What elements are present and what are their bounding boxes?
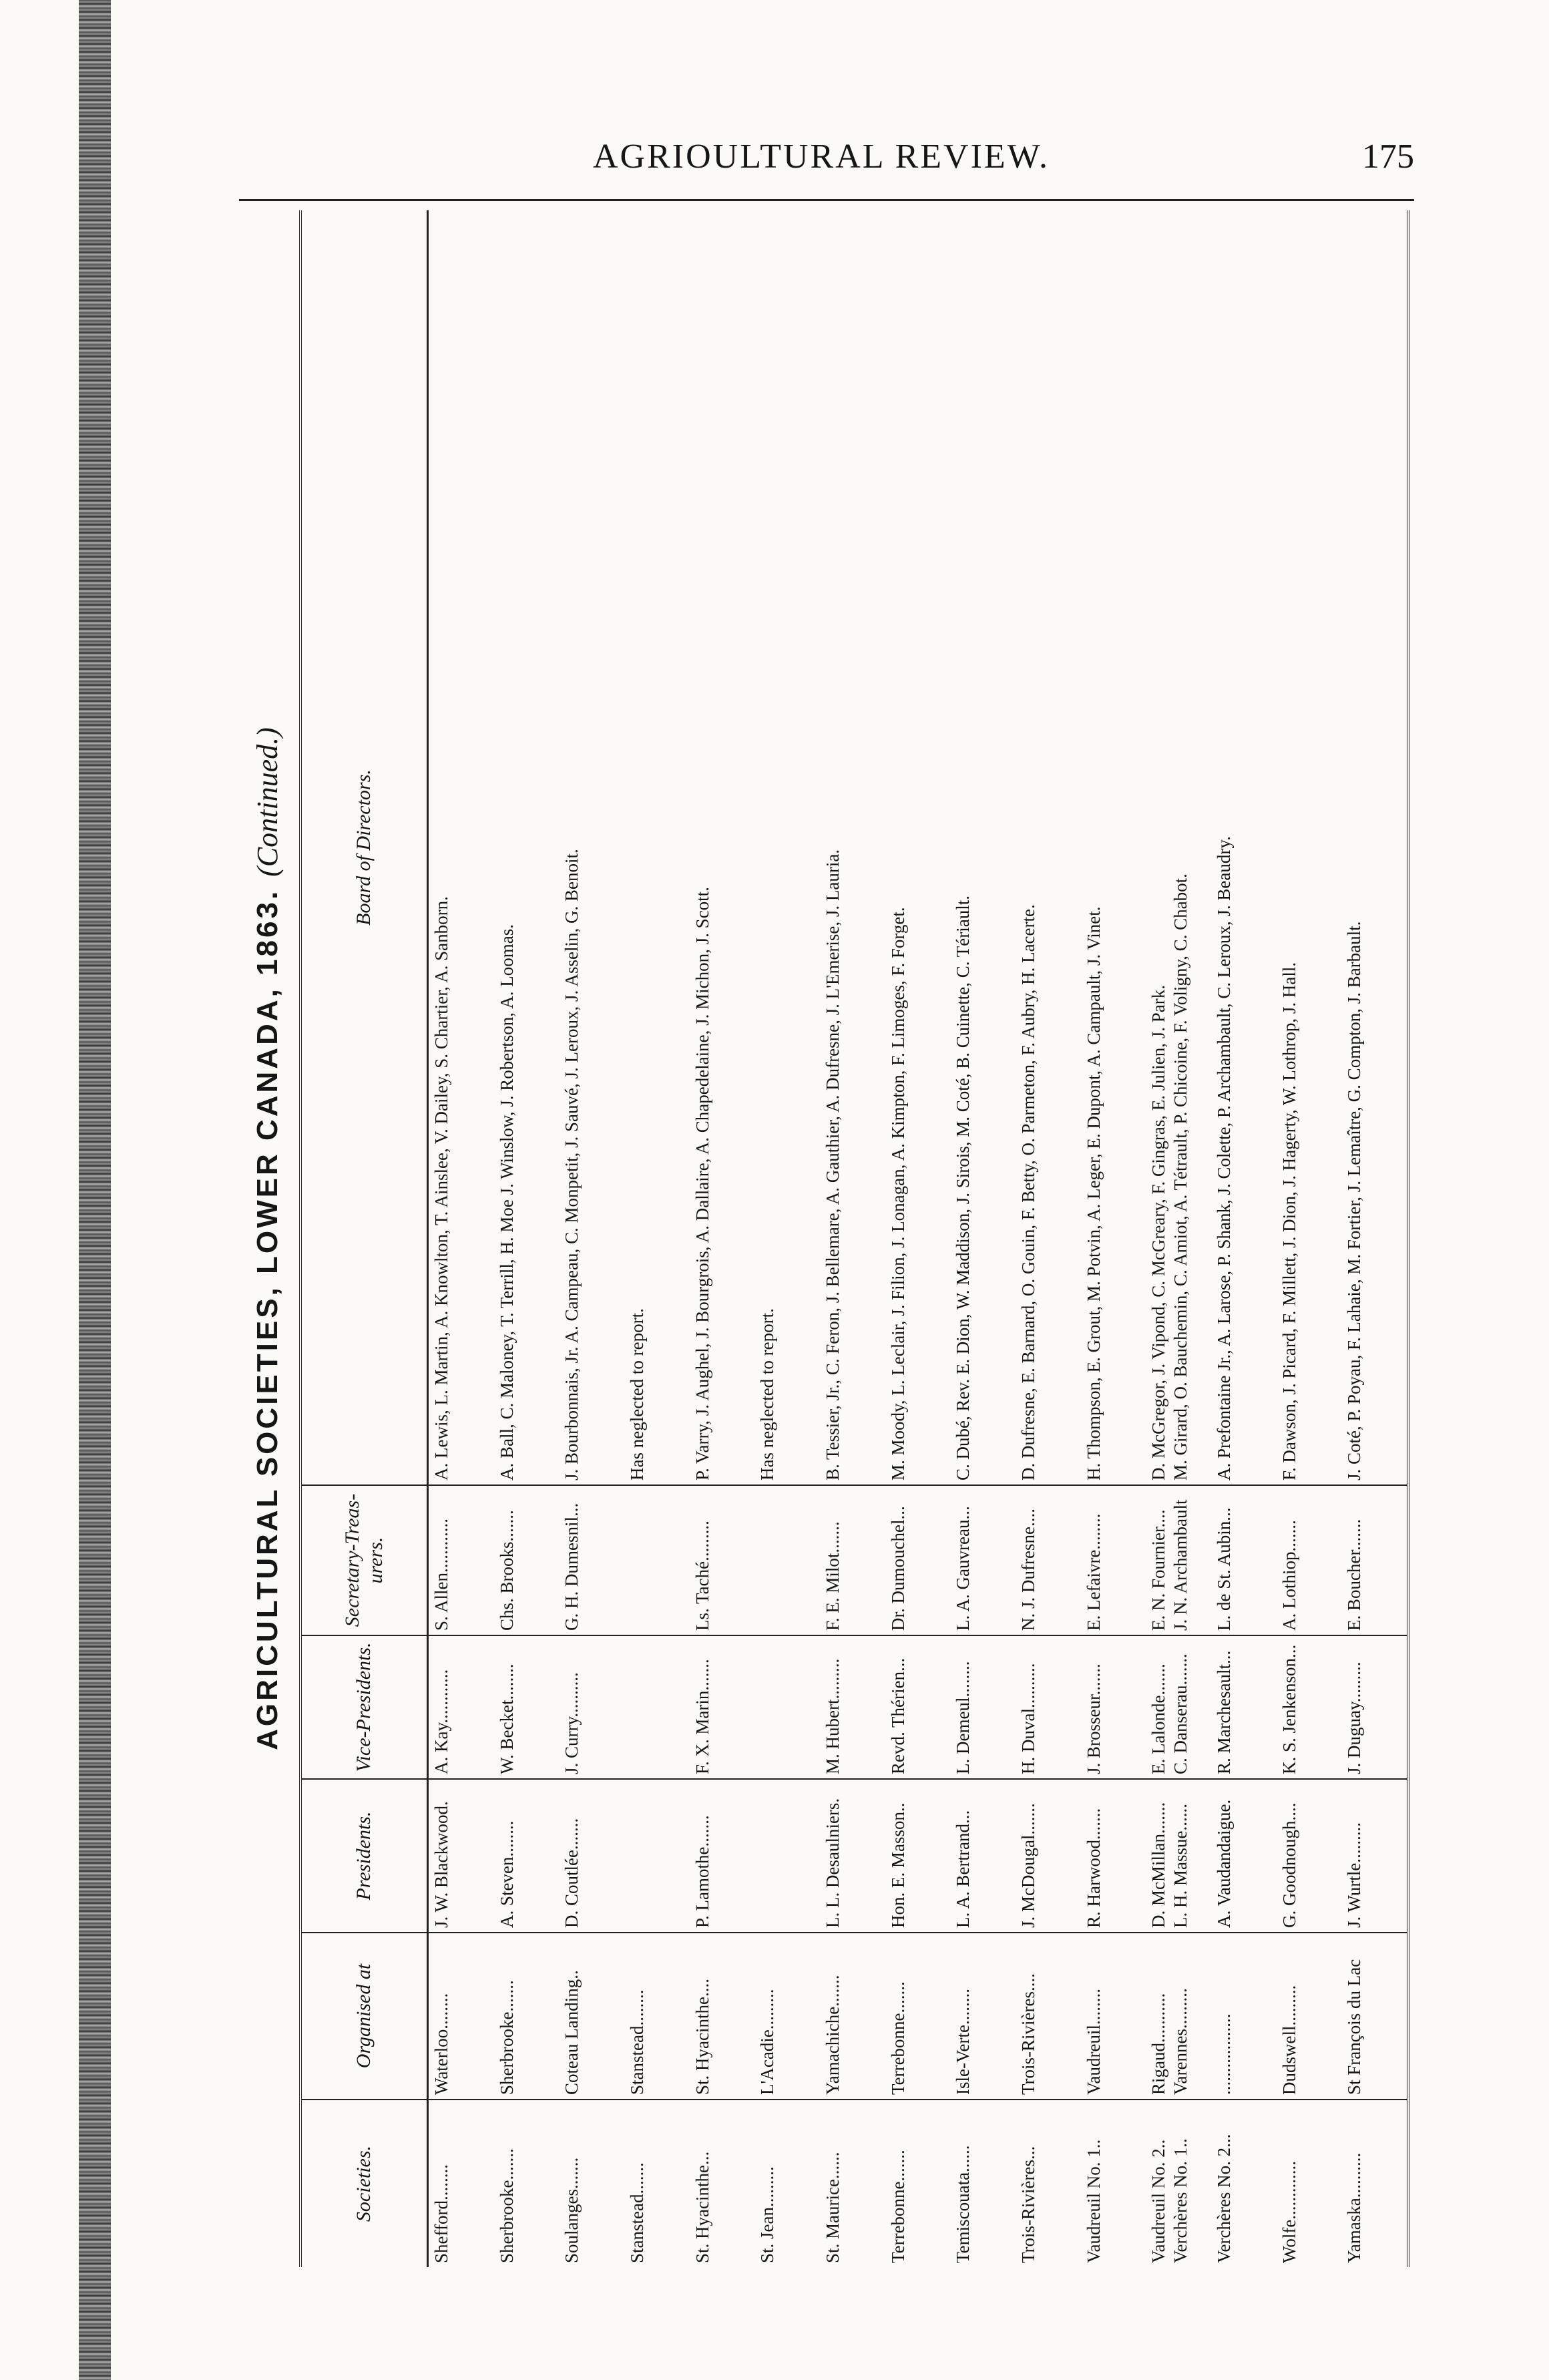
cell-secretary-treasurer: S. Allen............ <box>429 1486 494 1636</box>
cell-president: R. Harwood....... <box>1081 1780 1146 1933</box>
cell-president: P. Lamothe....... <box>690 1780 755 1933</box>
cell-vice-president: K. S. Jenkenson... <box>1277 1636 1342 1780</box>
cell-vice-president: L. Demeul........ <box>950 1636 1016 1780</box>
column-header-president: Presidents. <box>302 1780 429 1933</box>
cell-society: Yamaska.......... <box>1344 2152 1365 2263</box>
page-number: 175 <box>1362 138 1414 176</box>
cell-board-of-directors: M. Moody, L. Leclair, J. Filion, J. Lonagan, A. Kimpton, F. Limoges, F. Forget. <box>885 210 951 1486</box>
cell-society: St. Maurice...... <box>822 2152 843 2263</box>
cell-board-of-directors: J. Bourbonnais, Jr. A. Campeau, C. Monpetit, J. Sauvé, J. Leroux, J. Asselin, G. Benoit. <box>559 210 624 1486</box>
cell-vice-president: J. Curry.......... <box>559 1636 624 1780</box>
cell-board-of-directors: A. Lewis, L. Martin, A. Knowlton, T. Ainslee, V. Dailey, S. Chartier, A. Sanborn. <box>429 210 494 1486</box>
cell-secretary-treasurer: L. A. Gauvreau... <box>950 1486 1016 1636</box>
cell-president <box>624 1780 690 1933</box>
cell-president: D. McMillan....... L. H. Massue...... <box>1146 1780 1211 1933</box>
cell-board-of-directors: Has neglected to report. <box>754 210 820 1486</box>
cell-president: G. Goodnough.... <box>1277 1780 1342 1933</box>
cell-board-of-directors: Has neglected to report. <box>624 210 690 1486</box>
cell-society: St. Jean......... <box>757 2166 778 2263</box>
cell-secretary-treasurer: E. N. Fournier.... J. N. Archambault <box>1146 1486 1211 1636</box>
cell-president: J. Wurtle......... <box>1341 1780 1407 1933</box>
cell-organised-at: St François du Lac <box>1341 1933 1407 2100</box>
cell-society: Terrebonne....... <box>887 2150 908 2263</box>
cell-organised-at: Waterloo........ <box>429 1933 494 2100</box>
cell-organised-at: .................. <box>1211 1933 1277 2100</box>
cell-organised-at: Vaudreuil........ <box>1081 1933 1146 2100</box>
cell-organised-at: Stanstead........ <box>624 1933 690 2100</box>
cell-president: L. L. Desaulniers. <box>820 1780 885 1933</box>
cell-secretary-treasurer: F. E. Milot....... <box>820 1486 885 1636</box>
cell-secretary-treasurer: G. H. Dumesnil... <box>559 1486 624 1636</box>
cell-board-of-directors: C. Dubé, Rev. E. Dion, W. Maddison, J. Sirois, M. Coté, B. Cuinette, C. Tériault. <box>950 210 1016 1486</box>
cell-president: J. W. Blackwood. <box>429 1780 494 1933</box>
column-header-vice-president: Vice-Presidents. <box>302 1636 429 1780</box>
cell-president: A. Steven........ <box>494 1780 560 1933</box>
running-head: AGRIOULTURAL REVIEW. <box>593 138 1050 176</box>
rotated-table-page <box>239 210 1414 2267</box>
table-title-text: AGRICULTURAL SOCIETIES, LOWER CANADA, 1863. <box>250 888 284 1750</box>
table-title-continued: (Continued.) <box>251 727 284 877</box>
cell-secretary-treasurer <box>624 1486 690 1636</box>
cell-board-of-directors: D. McGregor, J. Vipond, C. McGreary, F. Gingras, E. Julien, J. Park. M. Girard, O. Bauchemin, C. Amiot, A. Tétrault, P. Chicoine, F. Voligny, C. Chabot. <box>1146 210 1211 1486</box>
cell-board-of-directors: J. Coté, P. Poyau, F. Lahaie, M. Fortier, J. Lemaître, G. Compton, J. Barbault. <box>1341 210 1407 1486</box>
cell-organised-at: Isle-Verte........ <box>950 1933 1016 2100</box>
cell-organised-at: Sherbrooke....... <box>494 1933 560 2100</box>
cell-board-of-directors: P. Varry, J. Aughel, J. Bourgrois, A. Dallaire, A. Chapedelaine, J. Michon, J. Scott. <box>690 210 755 1486</box>
cell-vice-president: R. Marchesault... <box>1211 1636 1277 1780</box>
cell-secretary-treasurer: L. de St. Aubin... <box>1211 1486 1277 1636</box>
cell-vice-president: J. Duguay......... <box>1341 1636 1407 1780</box>
cell-secretary-treasurer: E. Lefaivre........ <box>1081 1486 1146 1636</box>
cell-organised-at: St. Hyacinthe.... <box>690 1933 755 2100</box>
cell-president: D. Coutlée....... <box>559 1780 624 1933</box>
column-header-society: Societies. <box>302 2100 429 2267</box>
cell-society: Soulanges....... <box>562 2157 582 2263</box>
cell-board-of-directors: A. Ball, C. Maloney, T. Terrill, H. Moe J. Winslow, J. Robertson, A. Loomas. <box>494 210 560 1486</box>
cell-board-of-directors: H. Thompson, E. Grout, M. Potvin, A. Leger, E. Dupont, A. Campault, J. Vinet. <box>1081 210 1146 1486</box>
societies-table <box>299 210 1409 2267</box>
cell-society: Shefford........ <box>431 2164 451 2263</box>
cell-vice-president: J. Brosseur....... <box>1081 1636 1146 1780</box>
scan-edge-strip <box>79 0 111 2380</box>
cell-secretary-treasurer: A. Lothiop....... <box>1277 1486 1342 1636</box>
cell-vice-president: W. Becket........ <box>494 1636 560 1780</box>
cell-society: Stanstead....... <box>626 2162 647 2263</box>
cell-board-of-directors: D. Dufresne, E. Barnard, O. Gouin, F. Betty, O. Parmeton, F. Aubry, H. Lacerte. <box>1016 210 1081 1486</box>
column-header-secretary-treasurer: Secretary-Treas-urers. <box>302 1486 429 1636</box>
cell-vice-president: H. Duval.......... <box>1016 1636 1081 1780</box>
cell-society: Verchères No. 2... <box>1213 2134 1234 2263</box>
cell-vice-president: F. X. Marin....... <box>690 1636 755 1780</box>
cell-president: J. McDougal....... <box>1016 1780 1081 1933</box>
column-header-organised-at: Organised at <box>302 1933 429 2100</box>
cell-society: Sherbrooke....... <box>496 2148 517 2263</box>
cell-society: Vaudreuil No. 2.. Verchères No. 1.. <box>1148 2138 1190 2263</box>
cell-organised-at: Rigaud........... Varennes......... <box>1146 1933 1211 2100</box>
cell-vice-president <box>754 1636 820 1780</box>
cell-secretary-treasurer: Dr. Dumouchel... <box>885 1486 951 1636</box>
cell-vice-president: M. Hubert......... <box>820 1636 885 1780</box>
cell-secretary-treasurer: E. Boucher....... <box>1341 1486 1407 1636</box>
cell-organised-at: Yamachiche....... <box>820 1933 885 2100</box>
cell-secretary-treasurer: N. J. Dufresne.... <box>1016 1486 1081 1636</box>
cell-organised-at: Trois-Rivières.... <box>1016 1933 1081 2100</box>
cell-vice-president: Revd. Thérien... <box>885 1636 951 1780</box>
cell-secretary-treasurer <box>754 1486 820 1636</box>
cell-board-of-directors: B. Tessier, Jr., C. Feron, J. Bellemare, A. Gauthier, A. Dufresne, J. L'Emerise, J. Lauria. <box>820 210 885 1486</box>
cell-society: Trois-Rivières... <box>1018 2146 1038 2263</box>
cell-president <box>754 1780 820 1933</box>
cell-society: Wolfe............. <box>1279 2160 1299 2263</box>
cell-society: Temiscouata...... <box>953 2145 973 2263</box>
cell-society: Vaudreuil No. 1.. <box>1083 2139 1104 2263</box>
cell-organised-at: Dudswell......... <box>1277 1933 1342 2100</box>
column-header-board-of-directors: Board of Directors. <box>302 210 429 1486</box>
cell-board-of-directors: A. Prefontaine Jr., A. Larose, P. Shank, J. Colette, P. Archambault, C. Leroux, J. Beaudry. <box>1211 210 1277 1486</box>
cell-board-of-directors: F. Dawson, J. Picard, F. Millett, J. Dion, J. Hagerty, W. Lothrop, J. Hall. <box>1277 210 1342 1486</box>
cell-organised-at: Coteau Landing.. <box>559 1933 624 2100</box>
cell-vice-president <box>624 1636 690 1780</box>
header-rule <box>239 199 1414 201</box>
cell-organised-at: L'Acadie......... <box>754 1933 820 2100</box>
cell-vice-president: E. Lalonde....... C. Danserau....... <box>1146 1636 1211 1780</box>
table-title <box>239 210 296 2267</box>
cell-secretary-treasurer: Ls. Taché......... <box>690 1486 755 1636</box>
cell-vice-president: A. Kay............ <box>429 1636 494 1780</box>
cell-president: Hon. E. Masson.. <box>885 1780 951 1933</box>
cell-president: L. A. Bertrand... <box>950 1780 1016 1933</box>
cell-president: A. Vaudandaigue. <box>1211 1780 1277 1933</box>
cell-secretary-treasurer: Chs. Brooks....... <box>494 1486 560 1636</box>
cell-organised-at: Terrebonne....... <box>885 1933 951 2100</box>
cell-society: St. Hyacinthe... <box>692 2151 712 2263</box>
